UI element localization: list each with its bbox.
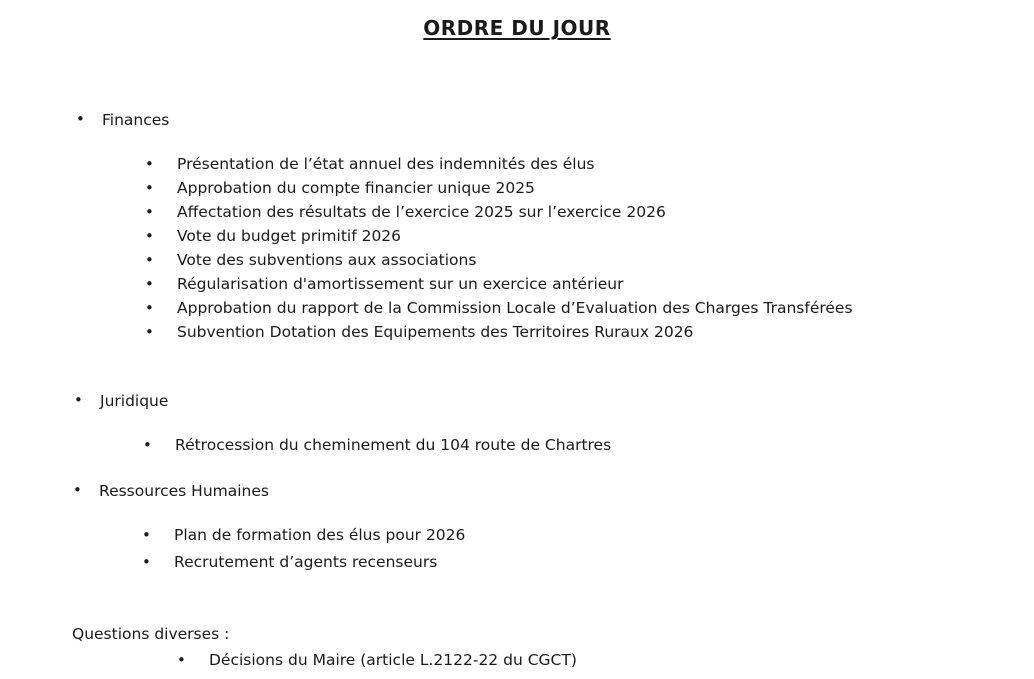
list-item-text: Subvention Dotation des Equipements des Territoires Ruraux 2026 — [177, 323, 694, 341]
list-item — [145, 226, 853, 250]
section-heading-label: Finances — [102, 111, 170, 129]
bullet-icon: • — [145, 155, 154, 173]
list-item-text: Présentation de l’état annuel des indemnités des élus — [177, 155, 595, 173]
section-heading-juridique — [74, 391, 169, 410]
page-title — [0, 16, 1034, 40]
list-item — [143, 435, 612, 459]
list-item — [142, 525, 466, 552]
bullet-icon: • — [145, 179, 154, 197]
list-item-text: Vote des subventions aux associations — [177, 251, 477, 269]
bullet-icon: • — [145, 275, 154, 293]
bullet-icon: • — [73, 481, 82, 499]
list-item-text: Décisions du Maire (article L.2122-22 du CGCT) — [209, 651, 577, 669]
bullet-icon: • — [142, 526, 151, 544]
list-item-text: Approbation du rapport de la Commission Locale d’Evaluation des Charges Transférées — [177, 299, 853, 317]
list-item — [145, 250, 853, 274]
questions-diverses-heading: Questions diverses : — [72, 625, 230, 643]
section-heading-ressources-humaines — [73, 481, 269, 500]
questions-item-list — [177, 650, 577, 674]
bullet-icon: • — [145, 251, 154, 269]
section-heading-finances — [76, 110, 170, 129]
finances-item-list — [145, 154, 853, 346]
bullet-icon: • — [177, 651, 186, 669]
list-item — [145, 202, 853, 226]
section-heading-label: Ressources Humaines — [99, 482, 269, 500]
page-title-text: ORDRE DU JOUR — [423, 16, 611, 40]
juridique-item-list — [143, 435, 612, 459]
list-item-text: Approbation du compte financier unique 2025 — [177, 179, 535, 197]
list-item — [177, 650, 577, 674]
list-item-text: Recrutement d’agents recenseurs — [174, 553, 438, 571]
bullet-icon: • — [145, 299, 154, 317]
list-item — [142, 552, 465, 576]
bullet-icon: • — [76, 110, 85, 128]
list-item-text: Plan de formation des élus pour 2026 — [174, 526, 466, 544]
bullet-icon: • — [143, 436, 152, 454]
ressources-humaines-item-list — [142, 525, 466, 576]
list-item — [145, 274, 853, 298]
list-item-text: Affectation des résultats de l’exercice 2025 sur l’exercice 2026 — [177, 203, 666, 221]
list-item-text: Rétrocession du cheminement du 104 route de Chartres — [175, 436, 612, 454]
bullet-icon: • — [145, 227, 154, 245]
list-item — [145, 322, 853, 346]
list-item-text: Vote du budget primitif 2026 — [177, 227, 402, 245]
bullet-icon: • — [145, 323, 154, 341]
list-item — [145, 298, 853, 322]
bullet-icon: • — [145, 203, 154, 221]
bullet-icon: • — [142, 553, 151, 571]
list-item-text: Régularisation d'amortissement sur un exercice antérieur — [177, 275, 624, 293]
bullet-icon: • — [74, 391, 83, 409]
list-item — [145, 154, 853, 178]
section-heading-label: Juridique — [100, 392, 169, 410]
list-item — [145, 178, 853, 202]
